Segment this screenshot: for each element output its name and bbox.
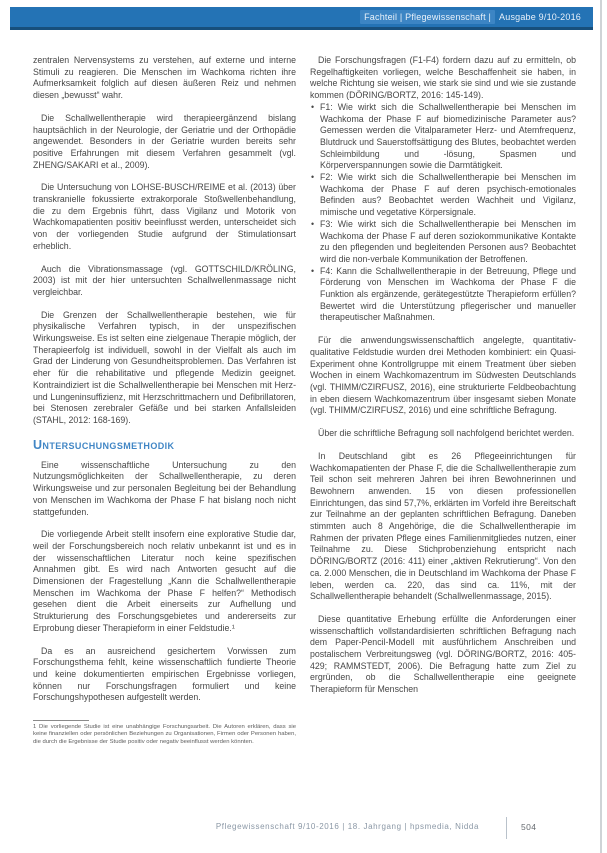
section-heading: Untersuchungsmethodik <box>33 437 175 452</box>
page-footer <box>0 816 607 842</box>
left-column <box>33 55 296 746</box>
body-paragraph: Da es an ausreichend gesichertem Vorwissen zum Forschungsthema fehlt, keine wissenschaftlich fundierte Theorie und keine dokumentierten empirischen Ergebnisse vorliegen, können nur Forschungsfragen formuliert und keine Forschungshypothesen aufgestellt werden. <box>33 645 296 703</box>
body-paragraph: Die Grenzen der Schallwellentherapie bestehen, wie für physikalische Verfahren typisch, in der unspezifischen Wirkungsweise. Es ist selten eine zielgenaue Therapie möglich, der Therapieerfolg ist individuell, sowohl in der Vielfalt als auch im Grad der Linderung von Gesundheitsproblemen. Das Verfahren ist eher für die rehabilitative und pflegende Medizin geeignet. Kontraindiziert ist die Schallwellentherapie bei Menschen mit Herz- und Lungeninsuffizienz, mit Herzschrittmachern und Defibrillatoren, bei Stenosen zerebraler Gefäße und bei starken Anfallsleiden (STAHL, 2012: 168-169). <box>33 309 296 425</box>
page-scan-edge <box>600 0 602 853</box>
footnote <box>33 720 296 746</box>
research-questions-list <box>310 102 576 324</box>
header-bar <box>10 7 593 30</box>
body-paragraph: Für die anwendungswissenschaftlich angelegte, quantitativ-qualitative Feldstudie wurden drei Methoden kombiniert: ein Quasi-Experiment ohne Kontrollgruppe mit einem Treatment über sieben Wochen in einem Wachkomazentrum im Südwesten Deutschlands (vgl. THIMM/CZIRFUSZ, 2016), eine strukturierte Feldbeobachtung in eben diesem Wachkomazentrum über insgesamt sieben Monate (vgl. THIMM/CZIRFUSZ, 2016) und eine schriftliche Befragung. <box>310 335 576 416</box>
body-paragraph: Die Schallwellentherapie wird therapieergänzend bislang hauptsächlich in der Neurologie, der Geriatrie und der Orthopädie angewendet. Besonders in der Geriatrie wurden bereits sehr positive Erfahrungen mit diesem Verfahren gesammelt (vgl. ZHENG/SAKARI et al., 2009). <box>33 112 296 170</box>
body-paragraph: Eine wissenschaftliche Untersuchung zu den Nutzungsmöglichkeiten der Schallwellentherapie, zu deren Wirkungsweise und zur personalen Begleitung bei der Behandlung von Menschen im Wachkoma der Phase F hat bislang noch nicht stattgefunden. <box>33 459 296 517</box>
footnote-rule <box>33 720 89 721</box>
research-question-item: • F3: Wie wirkt sich die Schallwellentherapie bei Menschen im Wachkoma der Phase F auf deren soziokommunikative Kontakte zu den pflegenden und begleitenden Personen aus? Beobachtet wird die non-verbale Kommunikation der Betroffenen. <box>310 219 576 266</box>
body-paragraph: Die vorliegende Arbeit stellt insofern eine explorative Studie dar, weil der Forschungsbereich noch relativ unbekannt ist und es in der wissenschaftlichen Literatur noch keine spezifischen Annahmen gibt. Es wird nach Antworten gesucht auf die Dimensionen der Fragestellung „Kann die Schallwellentherapie Menschen im Wachkoma der Phase F helfen?“ Methodisch gesehen dient die Arbeit einerseits zur Aufhellung und Strukturierung des Forschungsgebietes und andererseits zur Erprobung dieser Therapieform in einer Feldstudie.¹ <box>33 529 296 633</box>
body-paragraph: Die Untersuchung von LOHSE-BUSCH/REIME et al. (2013) über transkranielle fokussierte extrakorporale Stoßwellenbehandlung, die zu dem Ergebnis führt, dass Vigilanz und Motorik von Wachkomapatienten positiv beeinflusst werden, unterscheidet sich von der vorliegenden Studie aufgrund der Stimulationsart erheblich. <box>33 182 296 251</box>
body-paragraph: Über die schriftliche Befragung soll nachfolgend berichtet werden. <box>318 428 575 439</box>
body-paragraph: Auch die Vibrationsmassage (vgl. GOTTSCHILD/KRÖLING, 2003) ist mit der hier untersuchten Schallwellenmassage nicht vergleichbar. <box>33 263 296 297</box>
body-paragraph: In Deutschland gibt es 26 Pflegeeinrichtungen für Wachkomapatienten der Phase F, die die Schallwellentherapie zum Teil schon seit mehreren Jahren bei ihren Bewohnerinnen und Bewohnern anwenden. 15 von diesen professionellen Einrichtungen, das sind 57,7%, erklärten im Vorfeld ihre Bereitschaft zur Teilnahme an der geplanten schriftlichen Befragung. Daneben stimmten auch 8 Angehörige, die die Schallwellentherapie im Rahmen der privaten Pflege eines Familienmitgliedes nutzen, einer Teilnahme zu. Diese Stichprobenziehung entspricht nach DÖRING/BORTZ (2016: 411) einer „aktiven Rekrutierung“. Von den ca. 2.000 Menschen, die in Deutschland im Wachkoma der Phase F leben, werden ca. 220, das sind ca. 11%, mit der Schallwellentherapie behandelt (Schallwellenmassage, 2015). <box>310 450 576 602</box>
research-question-item: • F1: Wie wirkt sich die Schallwellentherapie bei Menschen im Wachkoma der Phase F auf biomedizinische Parameter aus? Gemessen werden die Vitalparameter Herz- und Atemfrequenz, Blutdruck und Sauerstoffsättigung des Blutes, beobachtet werden Schleimbildung und -lösung, Spasmen und Körperverspannungen sowie die Darmtätigkeit. <box>310 102 576 172</box>
body-paragraph: Diese quantitative Erhebung erfüllte die Anforderungen einer wissenschaftlich vollstandardisierten schriftlichen Befragung nach dem Paper-Pencil-Modell mit ausführlichem Anschreiben und postalischem Verbreitungsweg (vgl. DÖRING/BORTZ, 2016: 405-429; RAMMSTEDT, 2006). Die Befragung hatte zum Ziel zu ergründen, ob die Schallwellentherapie eine geeignete Therapieform für Menschen <box>310 613 576 695</box>
research-question-item: • F2: Wie wirkt sich die Schallwellentherapie bei Menschen im Wachkoma der Phase F auf deren psychisch-emotionales Befinden aus? Beobachtet werden Wachheit und Vigilanz, mimische und vegetative Körpersignale. <box>310 172 576 219</box>
body-paragraph: Die Forschungsfragen (F1-F4) fordern dazu auf zu ermitteln, ob Regelhaftigkeiten vorliegen, welche Beschaffenheit sie haben, in welche Richtung sie weisen, wie stark sie sind und wie sie zustande kommen (DÖRING/BORTZ, 2016: 145-149). <box>310 55 576 101</box>
research-question-item: • F4: Kann die Schallwellentherapie in der Betreuung, Pflege und Förderung von Menschen im Wachkoma der Phase F die Funktion als ergänzende, gerätegestützte Therapieform erfüllen? Bewertet wird die Unterstützung pflegerischer und manueller therapeutischer Maßnahmen. <box>310 266 576 325</box>
header-issue-label: Ausgabe 9/10-2016 <box>499 12 581 22</box>
footnote-text: 1 Die vorliegende Studie ist eine unabhängige Forschungsarbeit. Die Autoren erklären, dass sie keine finanziellen oder persönlichen Beziehungen zu Organisationen, Firmen oder Personen haben, die durch die Ergebnisse der Studie positiv oder negativ beeinflusst werden könnten. <box>33 724 296 745</box>
header-section-label: Fachteil | Pflegewissenschaft | <box>360 10 495 24</box>
right-column <box>310 55 576 707</box>
page-number: 504 <box>521 822 537 832</box>
footer-divider <box>506 817 507 839</box>
footer-journal-info: Pflegewissenschaft 9/10-2016 | 18. Jahrgang | hpsmedia, Nidda <box>215 822 479 831</box>
body-paragraph: zentralen Nervensystems zu verstehen, auf externe und interne Stimuli zu reagieren. Die Menschen im Wachkoma richten ihre Aufmerksamkeit folglich auf diesen äußeren Reiz und nehmen diesen „bewusst“ wahr. <box>33 55 296 101</box>
